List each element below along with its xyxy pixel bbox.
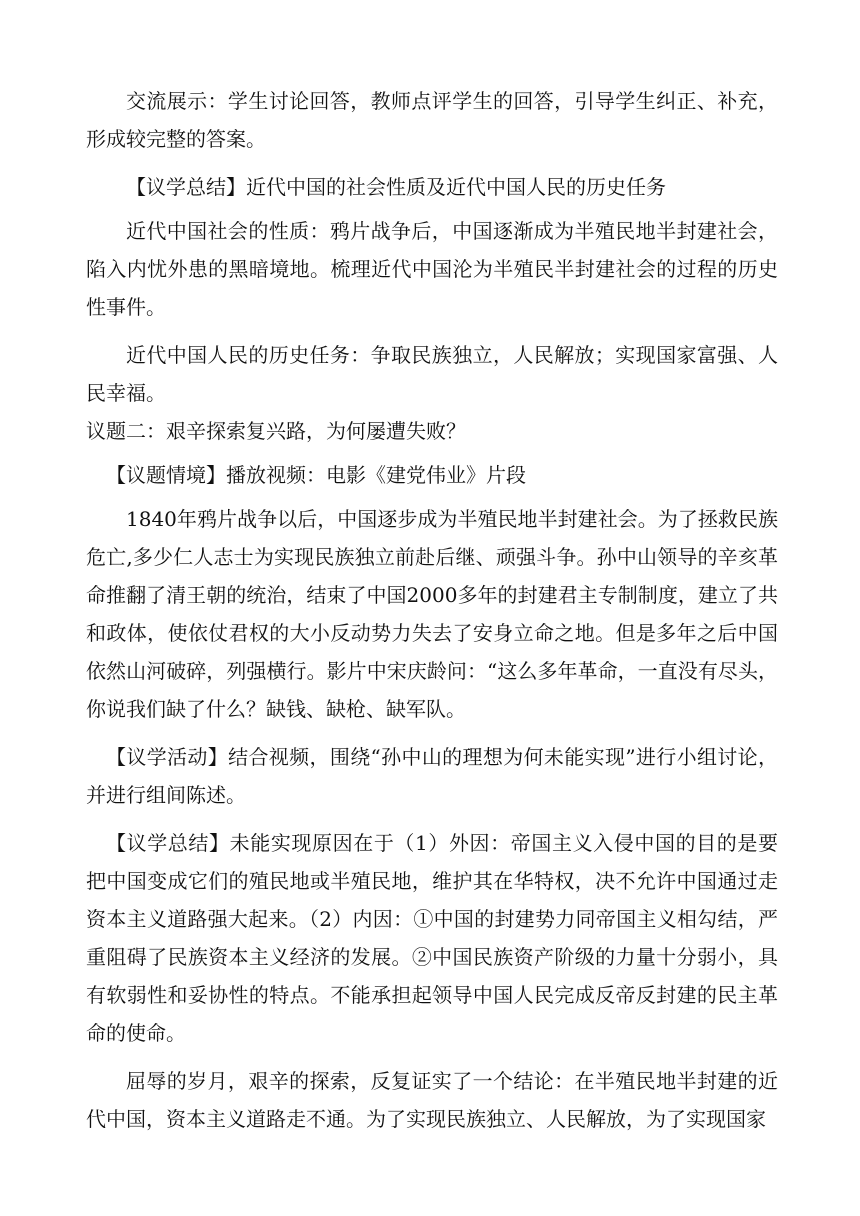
- paragraph-historical-task: 近代中国人民的历史任务：争取民族独立，人民解放；实现国家富强、人民幸福。: [86, 343, 778, 405]
- paragraph-topic-scenario: 【议题情境】播放视频：电影《建党伟业》片段: [106, 463, 526, 487]
- paragraph-summary-heading-1: 【议学总结】近代中国的社会性质及近代中国人民的历史任务: [126, 175, 666, 199]
- paragraph-learning-activity: 【议学活动】结合视频，围绕“孙中山的理想为何未能实现”进行小组讨论，并进行组间陈述。: [86, 745, 778, 807]
- paragraph-topic-two: 议题二：艰辛探索复兴路，为何屡遭失败？: [86, 419, 466, 443]
- paragraph-conclusion: 屈辱的岁月，艰辛的探索，反复证实了一个结论：在半殖民地半封建的近代中国，资本主义道路走不通。为了实现民族独立、人民解放，为了实现国家: [86, 1069, 778, 1131]
- paragraph-learning-summary-2: 【议学总结】未能实现原因在于（1）外因：帝国主义入侵中国的目的是要把中国变成它们的殖民地或半殖民地，维护其在华特权，决不允许中国通过走资本主义道路强大起来。（2）内因：①中国的封建势力同帝国主义相勾结，严重阻碍了民族资本主义经济的发展。②中国民族资产阶级的力量十分弱小，具有软弱性和妥协性的特点。不能承担起领导中国人民完成反帝反封建的民主革命的使命。: [86, 831, 778, 1045]
- paragraph-social-nature: 近代中国社会的性质：鸦片战争后，中国逐渐成为半殖民地半封建社会，陷入内忧外患的黑暗境地。梳理近代中国沦为半殖民半封建社会的过程的历史性事件。: [86, 219, 778, 319]
- paragraph-video-background: 1840年鸦片战争以后，中国逐步成为半殖民地半封建社会。为了拯救民族危亡,多少仁人志士为实现民族独立前赴后继、顽强斗争。孙中山领导的辛亥革命推翻了清王朝的统治，结束了中国2000多年的封建君主专制制度，建立了共和政体，使依仗君权的大小反动势力失去了安身立命之地。但是多年之后中国依然山河破碎，列强横行。影片中宋庆龄问：“这么多年革命，一直没有尽头，你说我们缺了什么？缺钱、缺枪、缺军队。: [86, 507, 778, 721]
- paragraph-exchange-display: 交流展示：学生讨论回答，教师点评学生的回答，引导学生纠正、补充，形成较完整的答案。: [86, 89, 778, 151]
- document-page: [86, 82, 778, 1138]
